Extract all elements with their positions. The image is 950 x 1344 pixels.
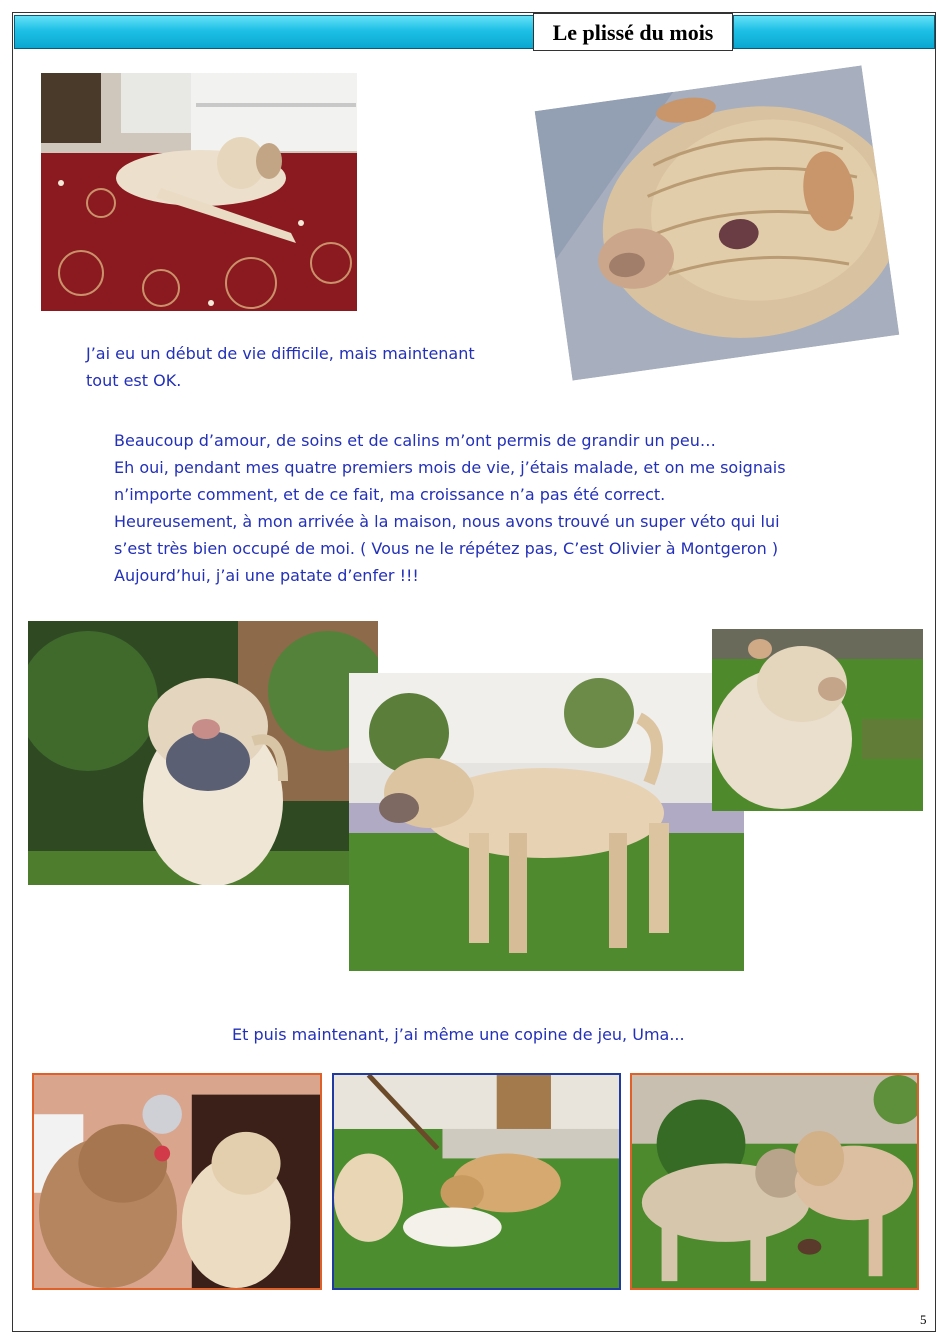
photo-dogs-playing-toy <box>332 1073 621 1290</box>
story-text <box>114 427 786 589</box>
photo-dog-side-lawn <box>712 629 923 811</box>
intro-line: J’ai eu un début de vie difficile, mais maintenant <box>86 344 475 363</box>
photo-dog-front-garden <box>28 621 378 885</box>
header-band-left <box>14 15 537 49</box>
photo-dogs-nose-to-nose <box>630 1073 919 1290</box>
photo-two-dogs-doorway <box>32 1073 322 1290</box>
uma-caption: Et puis maintenant, j’ai même une copine de jeu, Uma... <box>232 1025 685 1044</box>
header-band-right <box>733 15 935 49</box>
intro-line: tout est OK. <box>86 371 182 390</box>
story-line: Aujourd’hui, j’ai une patate d’enfer !!! <box>114 566 419 585</box>
story-line: s’est très bien occupé de moi. ( Vous ne le répétez pas, C’est Olivier à Montgeron ) <box>114 539 779 558</box>
photo-dog-on-rug <box>41 73 357 311</box>
story-line: Beaucoup d’amour, de soins et de calins m’ont permis de grandir un peu… <box>114 431 716 450</box>
page-title: Le plissé du mois <box>533 13 733 51</box>
story-line: n’importe comment, et de ce fait, ma croissance n’a pas été correct. <box>114 485 666 504</box>
story-line: Heureusement, à mon arrivée à la maison, nous avons trouvé un super véto qui lui <box>114 512 780 531</box>
story-line: Eh oui, pendant mes quatre premiers mois de vie, j’étais malade, et on me soignais <box>114 458 786 477</box>
photo-dog-profile-lawn <box>349 673 744 971</box>
page-number: 5 <box>920 1312 927 1327</box>
intro-text <box>86 340 475 394</box>
photo-dog-face-closeup <box>535 65 900 380</box>
